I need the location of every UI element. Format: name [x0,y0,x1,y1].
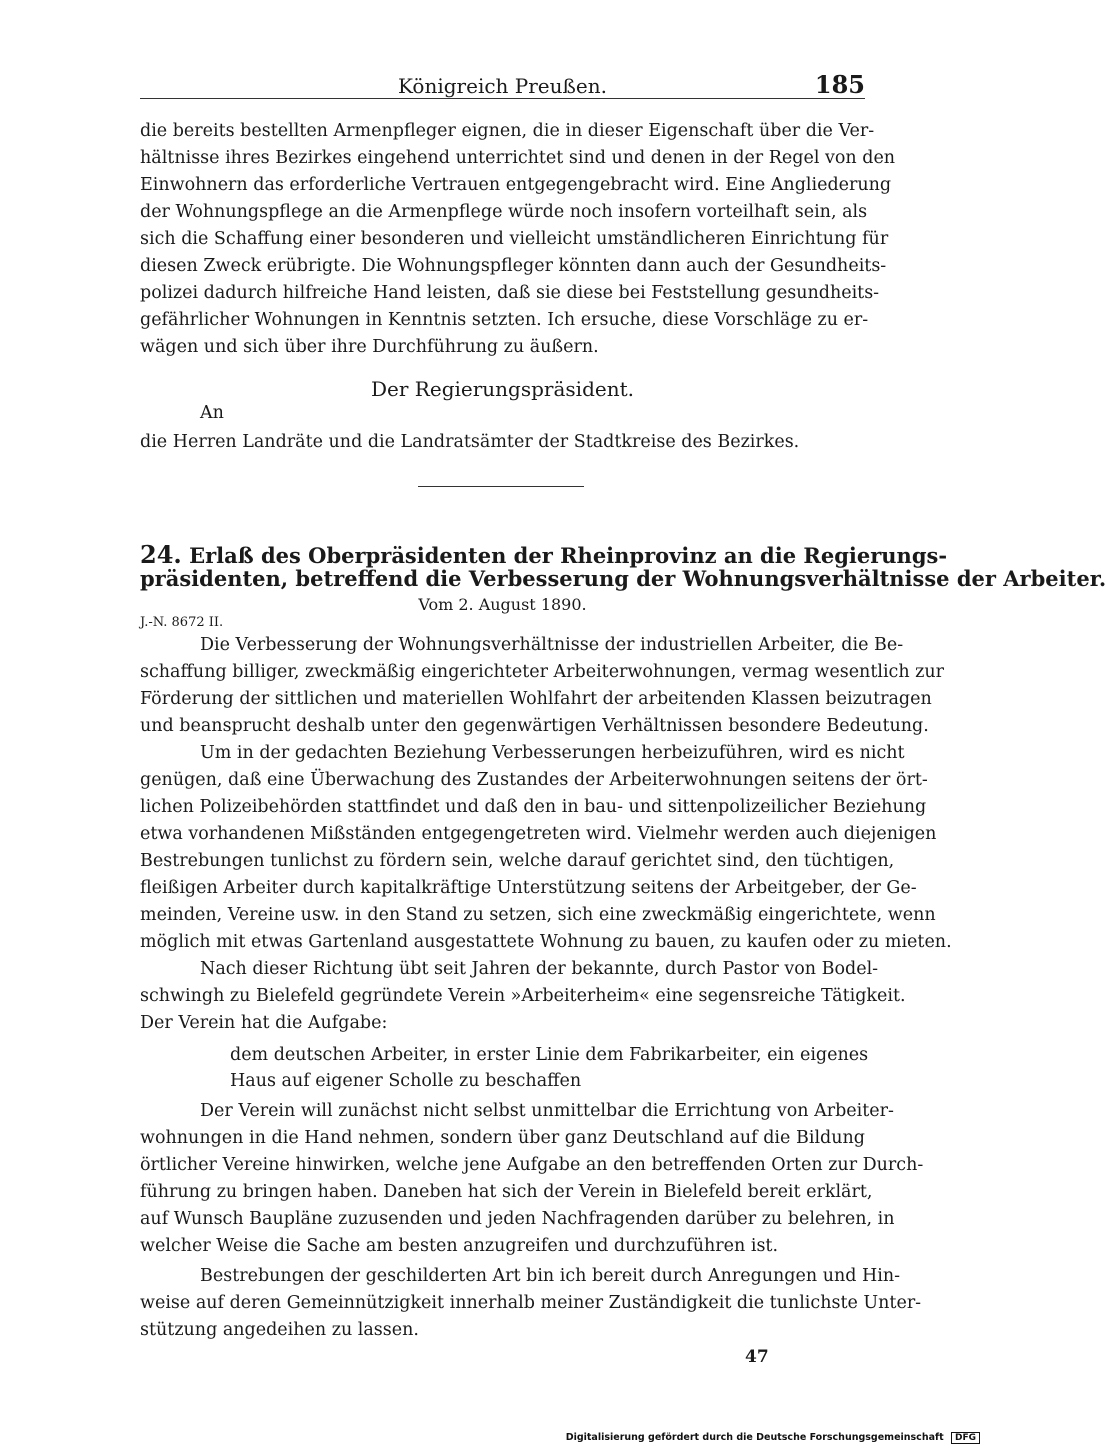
text-line: der Wohnungspflege an die Armenpflege würde noch insofern vorteilhaft sein, als [140,202,868,222]
section-heading-text: Erlaß des Oberpräsidenten der Rheinprovinz an die Regierungs- [189,543,948,568]
text-line: Förderung der sittlichen und materiellen Wohlfahrt der arbeitenden Klassen beizutragen [140,689,932,709]
text-line: Die Verbesserung der Wohnungsverhältnisse der industriellen Arbeiter, die Be- [200,635,904,655]
text-line: lichen Polizeibehörden stattfindet und daß den in bau- und sittenpolizeilicher Beziehung [140,797,927,817]
section-separator [418,486,584,487]
text-line: genügen, daß eine Überwachung des Zustandes der Arbeiterwohnungen seitens der ört- [140,770,928,790]
text-line: gefährlicher Wohnungen in Kenntnis setzten. Ich ersuche, diese Vorschläge zu er- [140,310,869,330]
text-line: diesen Zweck erübrigte. Die Wohnungspfleger könnten dann auch der Gesundheits- [140,256,887,276]
text-line: Einwohnern das erforderliche Vertrauen entgegengebracht wird. Eine Angliederung [140,175,892,195]
section-heading-line-2: präsidenten, betreffend die Verbesserung der Wohnungsverhältnisse der Arbeiter. [140,566,1106,591]
text-line: etwa vorhandenen Mißständen entgegengetreten wird. Vielmehr werden auch diejenigen [140,824,937,844]
addressee-to: An [200,403,224,423]
text-line: schaffung billiger, zweckmäßig eingerichteter Arbeiterwohnungen, vermag wesentlich zur [140,662,945,682]
text-line: wohnungen in die Hand nehmen, sondern über ganz Deutschland auf die Bildung [140,1128,865,1148]
digitization-credit [566,1432,980,1444]
text-line: die bereits bestellten Armenpfleger eignen, die in dieser Eigenschaft über die Ver- [140,121,875,141]
text-line: stützung angedeihen zu lassen. [140,1320,419,1340]
header-rule [140,98,865,99]
text-line: weise auf deren Gemeinnützigkeit innerhalb meiner Zuständigkeit die tunlichste Unter- [140,1293,922,1313]
text-line: wägen und sich über ihre Durchführung zu äußern. [140,337,599,357]
reference-number: J.-N. 8672 II. [140,615,224,630]
text-line: Um in der gedachten Beziehung Verbesserungen herbeizuführen, wird es nicht [200,743,905,763]
text-line: polizei dadurch hilfreiche Hand leisten, daß sie diese bei Feststellung gesundheits- [140,283,880,303]
dfg-logo: DFG [951,1432,980,1444]
text-line: Der Verein hat die Aufgabe: [140,1013,388,1033]
signature-mark: 47 [745,1347,769,1367]
text-line: örtlicher Vereine hinwirken, welche jene Aufgabe an den betreffenden Orten zur Durch- [140,1155,924,1175]
text-line: Bestrebungen der geschilderten Art bin ich bereit durch Anregungen und Hin- [200,1266,901,1286]
text-line: führung zu bringen haben. Daneben hat sich der Verein in Bielefeld bereit erklärt, [140,1182,873,1202]
text-line: welcher Weise die Sache am besten anzugreifen und durchzuführen ist. [140,1236,779,1256]
addressee: die Herren Landräte und die Landratsämter der Stadtkreise des Bezirkes. [140,432,800,452]
running-title: Königreich Preußen. [398,74,607,98]
text-line: fleißigen Arbeiter durch kapitalkräftige Unterstützung seitens der Arbeitgeber, der Ge- [140,878,917,898]
credit-text: Digitalisierung gefördert durch die Deutsche Forschungsgemeinschaft [565,1432,944,1443]
section-heading-line-1 [140,540,948,569]
section-number: 24. [140,540,182,569]
text-line: meinden, Vereine usw. in den Stand zu setzen, sich eine zweckmäßig eingerichtete, wenn [140,905,936,925]
text-line: sich die Schaffung einer besonderen und vielleicht umständlicheren Einrichtung für [140,229,889,249]
text-line: schwingh zu Bielefeld gegründete Verein »Arbeiterheim« eine segensreiche Tätigkeit. [140,986,906,1006]
quote-line: Haus auf eigener Scholle zu beschaffen [230,1071,582,1091]
text-line: Der Verein will zunächst nicht selbst unmittelbar die Errichtung von Arbeiter- [200,1101,894,1121]
page-number: 185 [814,70,865,99]
running-head [140,72,865,100]
text-line: möglich mit etwas Gartenland ausgestattete Wohnung zu bauen, zu kaufen oder zu mieten. [140,932,952,952]
quote-line: dem deutschen Arbeiter, in erster Linie dem Fabrikarbeiter, ein eigenes [230,1045,869,1065]
section-date: Vom 2. August 1890. [418,595,587,614]
text-line: und beansprucht deshalb unter den gegenwärtigen Verhältnissen besondere Bedeutung. [140,716,929,736]
signature: Der Regierungspräsident. [371,377,634,401]
text-line: hältnisse ihres Bezirkes eingehend unterrichtet sind und denen in der Regel von den [140,148,896,168]
text-line: auf Wunsch Baupläne zuzusenden und jeden Nachfragenden darüber zu belehren, in [140,1209,895,1229]
text-line: Bestrebungen tunlichst zu fördern sein, welche darauf gerichtet sind, den tüchtigen, [140,851,895,871]
text-line: Nach dieser Richtung übt seit Jahren der bekannte, durch Pastor von Bodel- [200,959,879,979]
